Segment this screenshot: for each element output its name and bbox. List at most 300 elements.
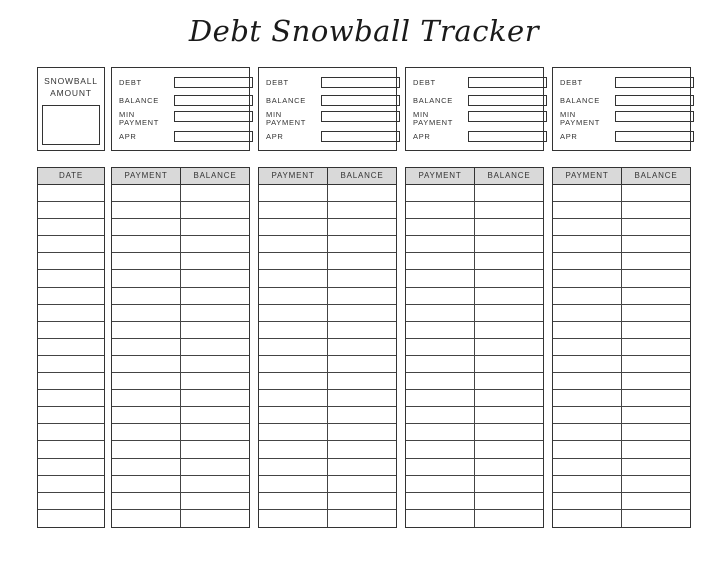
debt-field[interactable] xyxy=(615,77,694,88)
debt-row xyxy=(119,76,246,89)
balance-cell[interactable] xyxy=(475,185,543,201)
balance-cell[interactable] xyxy=(475,322,543,338)
balance-cell[interactable] xyxy=(328,510,396,527)
date-header-label: DATE xyxy=(59,171,83,180)
date-cell[interactable] xyxy=(38,185,104,202)
balance-field[interactable] xyxy=(321,95,400,106)
date-cell[interactable] xyxy=(38,339,104,356)
table-row xyxy=(112,373,249,390)
payment-table-header xyxy=(553,168,690,185)
table-row xyxy=(406,459,543,476)
apr-label: APR xyxy=(413,132,431,141)
balance-cell[interactable] xyxy=(328,305,396,321)
table-row xyxy=(259,202,396,219)
balance-cell[interactable] xyxy=(181,459,249,475)
payment-cell[interactable] xyxy=(406,441,475,457)
apr-label: APR xyxy=(560,132,578,141)
payment-cell[interactable] xyxy=(259,219,328,235)
date-cell[interactable] xyxy=(38,459,104,476)
table-row xyxy=(553,510,690,527)
balance-cell[interactable] xyxy=(181,407,249,423)
min-payment-field[interactable] xyxy=(615,111,694,122)
table-row xyxy=(259,373,396,390)
table-row xyxy=(112,390,249,407)
debt-field[interactable] xyxy=(468,77,547,88)
payment-cell[interactable] xyxy=(259,322,328,338)
date-cell[interactable] xyxy=(38,288,104,305)
table-row xyxy=(259,424,396,441)
balance-cell[interactable] xyxy=(181,373,249,389)
payment-cell[interactable] xyxy=(259,390,328,406)
table-row xyxy=(112,339,249,356)
payment-cell[interactable] xyxy=(259,253,328,269)
balance-cell[interactable] xyxy=(328,459,396,475)
payment-cell[interactable] xyxy=(259,459,328,475)
balance-cell[interactable] xyxy=(622,356,690,372)
balance-cell[interactable] xyxy=(181,185,249,201)
table-row xyxy=(406,510,543,527)
table-row xyxy=(112,356,249,373)
table-row xyxy=(259,305,396,322)
table-row xyxy=(553,305,690,322)
table-row xyxy=(406,185,543,202)
balance-cell[interactable] xyxy=(622,441,690,457)
balance-cell[interactable] xyxy=(475,407,543,423)
debt-field[interactable] xyxy=(174,77,253,88)
table-row xyxy=(553,424,690,441)
table-row xyxy=(406,390,543,407)
balance-cell[interactable] xyxy=(622,390,690,406)
date-cell[interactable] xyxy=(38,305,104,322)
balance-cell[interactable] xyxy=(475,356,543,372)
date-cell[interactable] xyxy=(38,236,104,253)
date-cell[interactable] xyxy=(38,322,104,339)
balance-cell[interactable] xyxy=(181,288,249,304)
payment-cell[interactable] xyxy=(112,253,181,269)
balance-cell[interactable] xyxy=(622,424,690,440)
payment-cell[interactable] xyxy=(259,373,328,389)
balance-cell[interactable] xyxy=(622,253,690,269)
payment-cell[interactable] xyxy=(553,510,622,527)
snowball-amount-field[interactable] xyxy=(42,105,100,145)
debt-label: DEBT xyxy=(119,78,142,87)
payment-cell[interactable] xyxy=(259,185,328,201)
payment-cell[interactable] xyxy=(112,407,181,423)
debt-info-box-2 xyxy=(258,67,397,151)
payment-cell[interactable] xyxy=(259,424,328,440)
balance-cell[interactable] xyxy=(181,441,249,457)
balance-cell[interactable] xyxy=(622,305,690,321)
balance-cell[interactable] xyxy=(622,202,690,218)
debt-row xyxy=(266,76,393,89)
payment-cell[interactable] xyxy=(112,424,181,440)
table-row xyxy=(406,339,543,356)
debt-label: DEBT xyxy=(413,78,436,87)
table-row xyxy=(112,219,249,236)
payment-cell[interactable] xyxy=(553,322,622,338)
date-cell[interactable] xyxy=(38,270,104,287)
table-row xyxy=(553,236,690,253)
balance-cell[interactable] xyxy=(622,493,690,509)
table-row xyxy=(112,459,249,476)
debt-row xyxy=(413,76,540,89)
date-cell[interactable] xyxy=(38,390,104,407)
balance-cell[interactable] xyxy=(181,202,249,218)
table-row xyxy=(259,253,396,270)
payment-cell[interactable] xyxy=(259,236,328,252)
date-cell[interactable] xyxy=(38,441,104,458)
balance-cell[interactable] xyxy=(475,253,543,269)
date-cell[interactable] xyxy=(38,253,104,270)
balance-cell[interactable] xyxy=(475,219,543,235)
balance-cell[interactable] xyxy=(328,390,396,406)
payment-cell[interactable] xyxy=(259,493,328,509)
debt-row xyxy=(560,76,687,89)
payment-cell[interactable] xyxy=(112,356,181,372)
table-row xyxy=(112,202,249,219)
balance-cell[interactable] xyxy=(328,356,396,372)
payment-table-3 xyxy=(405,167,544,528)
balance-label: BALANCE xyxy=(119,96,159,105)
payment-cell[interactable] xyxy=(553,185,622,201)
table-row xyxy=(406,476,543,493)
table-row xyxy=(259,441,396,458)
payment-cell[interactable] xyxy=(553,390,622,406)
date-cell[interactable] xyxy=(38,219,104,236)
payment-cell[interactable] xyxy=(553,305,622,321)
table-row xyxy=(553,288,690,305)
balance-cell[interactable] xyxy=(181,356,249,372)
balance-cell[interactable] xyxy=(475,339,543,355)
payment-cell[interactable] xyxy=(259,288,328,304)
min-payment-field[interactable] xyxy=(174,111,253,122)
apr-field[interactable] xyxy=(615,131,694,142)
table-row xyxy=(112,270,249,287)
debt-label: DEBT xyxy=(266,78,289,87)
table-row xyxy=(553,185,690,202)
date-cell[interactable] xyxy=(38,476,104,493)
payment-cell[interactable] xyxy=(406,476,475,492)
payment-header-label: PAYMENT xyxy=(259,168,328,184)
payment-cell[interactable] xyxy=(553,339,622,355)
balance-row xyxy=(560,94,687,107)
table-row xyxy=(112,476,249,493)
balance-cell[interactable] xyxy=(181,305,249,321)
payment-cell[interactable] xyxy=(553,253,622,269)
payment-cell[interactable] xyxy=(259,441,328,457)
payment-cell[interactable] xyxy=(259,476,328,492)
balance-cell[interactable] xyxy=(328,424,396,440)
balance-cell[interactable] xyxy=(475,390,543,406)
table-row xyxy=(259,270,396,287)
payment-cell[interactable] xyxy=(406,322,475,338)
table-row xyxy=(406,288,543,305)
balance-cell[interactable] xyxy=(181,236,249,252)
date-header xyxy=(38,168,104,185)
table-row xyxy=(553,202,690,219)
payment-cell[interactable] xyxy=(259,510,328,527)
balance-label: BALANCE xyxy=(560,96,600,105)
date-cell[interactable] xyxy=(38,373,104,390)
balance-cell[interactable] xyxy=(475,459,543,475)
balance-cell[interactable] xyxy=(181,390,249,406)
min-payment-row xyxy=(560,112,687,125)
min-payment-field[interactable] xyxy=(468,111,547,122)
table-row xyxy=(112,407,249,424)
table-row xyxy=(259,185,396,202)
payment-table-2 xyxy=(258,167,397,528)
min-payment-label: MIN PAYMENT xyxy=(560,110,601,127)
balance-cell[interactable] xyxy=(475,202,543,218)
balance-cell[interactable] xyxy=(328,476,396,492)
balance-header-label: BALANCE xyxy=(634,171,678,180)
table-row xyxy=(112,236,249,253)
balance-cell[interactable] xyxy=(475,476,543,492)
apr-field[interactable] xyxy=(174,131,253,142)
table-row xyxy=(259,493,396,510)
payment-cell[interactable] xyxy=(259,202,328,218)
balance-cell[interactable] xyxy=(475,270,543,286)
balance-cell[interactable] xyxy=(622,510,690,527)
balance-cell[interactable] xyxy=(622,185,690,201)
payment-cell[interactable] xyxy=(259,356,328,372)
table-row xyxy=(259,236,396,253)
payment-cell[interactable] xyxy=(112,510,181,527)
balance-cell[interactable] xyxy=(328,185,396,201)
min-payment-label: MIN PAYMENT xyxy=(266,110,307,127)
payment-cell[interactable] xyxy=(112,305,181,321)
balance-cell[interactable] xyxy=(622,459,690,475)
table-row xyxy=(406,322,543,339)
table-row xyxy=(259,219,396,236)
min-payment-label: MIN PAYMENT xyxy=(119,110,160,127)
payment-cell[interactable] xyxy=(406,510,475,527)
table-row xyxy=(553,270,690,287)
balance-cell[interactable] xyxy=(475,424,543,440)
table-row xyxy=(259,476,396,493)
table-row xyxy=(553,356,690,373)
payment-cell[interactable] xyxy=(553,288,622,304)
min-payment-field[interactable] xyxy=(321,111,400,122)
payment-cell[interactable] xyxy=(553,356,622,372)
payment-cell[interactable] xyxy=(553,493,622,509)
balance-cell[interactable] xyxy=(328,322,396,338)
table-row xyxy=(553,407,690,424)
balance-cell[interactable] xyxy=(181,476,249,492)
payment-cell[interactable] xyxy=(112,322,181,338)
table-row xyxy=(553,322,690,339)
payment-cell[interactable] xyxy=(259,407,328,423)
payment-cell[interactable] xyxy=(112,476,181,492)
balance-cell[interactable] xyxy=(622,476,690,492)
balance-cell[interactable] xyxy=(622,322,690,338)
balance-cell[interactable] xyxy=(328,493,396,509)
payment-cell[interactable] xyxy=(112,390,181,406)
table-row xyxy=(553,373,690,390)
payment-cell[interactable] xyxy=(553,236,622,252)
payment-cell[interactable] xyxy=(112,236,181,252)
table-row xyxy=(553,219,690,236)
table-row xyxy=(259,339,396,356)
date-cell[interactable] xyxy=(38,493,104,510)
table-row xyxy=(406,270,543,287)
debt-field[interactable] xyxy=(321,77,400,88)
balance-cell[interactable] xyxy=(181,219,249,235)
payment-cell[interactable] xyxy=(259,270,328,286)
balance-cell[interactable] xyxy=(475,288,543,304)
balance-cell[interactable] xyxy=(181,270,249,286)
table-row xyxy=(406,356,543,373)
payment-cell[interactable] xyxy=(112,459,181,475)
table-row xyxy=(259,288,396,305)
payment-cell[interactable] xyxy=(406,373,475,389)
payment-cell[interactable] xyxy=(406,339,475,355)
balance-cell[interactable] xyxy=(181,253,249,269)
balance-cell[interactable] xyxy=(622,373,690,389)
payment-cell[interactable] xyxy=(406,219,475,235)
date-cell[interactable] xyxy=(38,202,104,219)
min-payment-label: MIN PAYMENT xyxy=(413,110,454,127)
balance-cell[interactable] xyxy=(328,407,396,423)
balance-label: BALANCE xyxy=(266,96,306,105)
payment-cell[interactable] xyxy=(406,390,475,406)
payment-cell[interactable] xyxy=(406,202,475,218)
balance-row xyxy=(266,94,393,107)
payment-header-label: PAYMENT xyxy=(406,168,475,184)
payment-cell[interactable] xyxy=(553,424,622,440)
table-row xyxy=(112,322,249,339)
balance-cell[interactable] xyxy=(622,236,690,252)
payment-header-label: PAYMENT xyxy=(112,168,181,184)
apr-row xyxy=(119,130,246,143)
payment-cell[interactable] xyxy=(406,459,475,475)
payment-cell[interactable] xyxy=(406,356,475,372)
balance-cell[interactable] xyxy=(622,407,690,423)
balance-field[interactable] xyxy=(468,95,547,106)
balance-cell[interactable] xyxy=(181,493,249,509)
payment-table-1 xyxy=(111,167,250,528)
table-row xyxy=(112,253,249,270)
balance-label: BALANCE xyxy=(413,96,453,105)
table-row xyxy=(259,356,396,373)
payment-cell[interactable] xyxy=(553,459,622,475)
table-row xyxy=(406,407,543,424)
payment-cell[interactable] xyxy=(259,305,328,321)
balance-field[interactable] xyxy=(615,95,694,106)
payment-cell[interactable] xyxy=(112,339,181,355)
payment-cell[interactable] xyxy=(112,185,181,201)
balance-field[interactable] xyxy=(174,95,253,106)
table-row xyxy=(406,305,543,322)
balance-cell[interactable] xyxy=(622,288,690,304)
table-row xyxy=(406,424,543,441)
balance-cell[interactable] xyxy=(328,339,396,355)
table-row xyxy=(259,322,396,339)
apr-field[interactable] xyxy=(321,131,400,142)
balance-cell[interactable] xyxy=(475,305,543,321)
table-row xyxy=(406,493,543,510)
balance-cell[interactable] xyxy=(622,219,690,235)
table-row xyxy=(553,441,690,458)
payment-cell[interactable] xyxy=(112,441,181,457)
payment-cell[interactable] xyxy=(406,253,475,269)
payment-cell[interactable] xyxy=(553,202,622,218)
balance-cell[interactable] xyxy=(328,270,396,286)
date-cell[interactable] xyxy=(38,510,104,527)
balance-cell[interactable] xyxy=(328,253,396,269)
payment-cell[interactable] xyxy=(406,270,475,286)
table-row xyxy=(259,407,396,424)
balance-cell[interactable] xyxy=(328,373,396,389)
payment-cell[interactable] xyxy=(112,270,181,286)
payment-cell[interactable] xyxy=(112,202,181,218)
date-column xyxy=(37,167,105,528)
balance-cell[interactable] xyxy=(328,219,396,235)
table-row xyxy=(112,441,249,458)
payment-cell[interactable] xyxy=(112,373,181,389)
balance-cell[interactable] xyxy=(328,441,396,457)
payment-cell[interactable] xyxy=(112,493,181,509)
balance-cell[interactable] xyxy=(475,510,543,527)
balance-cell[interactable] xyxy=(328,288,396,304)
payment-cell[interactable] xyxy=(259,339,328,355)
payment-cell[interactable] xyxy=(553,407,622,423)
payment-cell[interactable] xyxy=(406,493,475,509)
payment-cell[interactable] xyxy=(553,441,622,457)
table-row xyxy=(553,493,690,510)
balance-cell[interactable] xyxy=(622,270,690,286)
balance-cell[interactable] xyxy=(181,322,249,338)
apr-field[interactable] xyxy=(468,131,547,142)
payment-cell[interactable] xyxy=(406,407,475,423)
payment-table-header xyxy=(112,168,249,185)
payment-header-label: PAYMENT xyxy=(553,168,622,184)
balance-cell[interactable] xyxy=(475,441,543,457)
payment-cell[interactable] xyxy=(553,476,622,492)
table-row xyxy=(259,459,396,476)
table-row xyxy=(259,510,396,527)
payment-cell[interactable] xyxy=(406,236,475,252)
date-cell[interactable] xyxy=(38,356,104,373)
balance-cell[interactable] xyxy=(181,424,249,440)
payment-cell[interactable] xyxy=(406,185,475,201)
payment-cell[interactable] xyxy=(112,288,181,304)
payment-cell[interactable] xyxy=(112,219,181,235)
table-row xyxy=(553,476,690,493)
payment-cell[interactable] xyxy=(553,270,622,286)
balance-cell[interactable] xyxy=(328,236,396,252)
payment-cell[interactable] xyxy=(553,219,622,235)
payment-cell[interactable] xyxy=(406,305,475,321)
balance-cell[interactable] xyxy=(181,339,249,355)
table-row xyxy=(112,185,249,202)
balance-cell[interactable] xyxy=(475,493,543,509)
apr-label: APR xyxy=(119,132,137,141)
balance-cell[interactable] xyxy=(622,339,690,355)
table-row xyxy=(553,459,690,476)
balance-cell[interactable] xyxy=(328,202,396,218)
date-cell[interactable] xyxy=(38,407,104,424)
balance-header-label: BALANCE xyxy=(487,171,531,180)
payment-cell[interactable] xyxy=(406,424,475,440)
balance-cell[interactable] xyxy=(475,236,543,252)
payment-cell[interactable] xyxy=(553,373,622,389)
balance-cell[interactable] xyxy=(181,510,249,527)
table-row xyxy=(406,441,543,458)
balance-cell[interactable] xyxy=(475,373,543,389)
payment-cell[interactable] xyxy=(406,288,475,304)
date-cell[interactable] xyxy=(38,424,104,441)
